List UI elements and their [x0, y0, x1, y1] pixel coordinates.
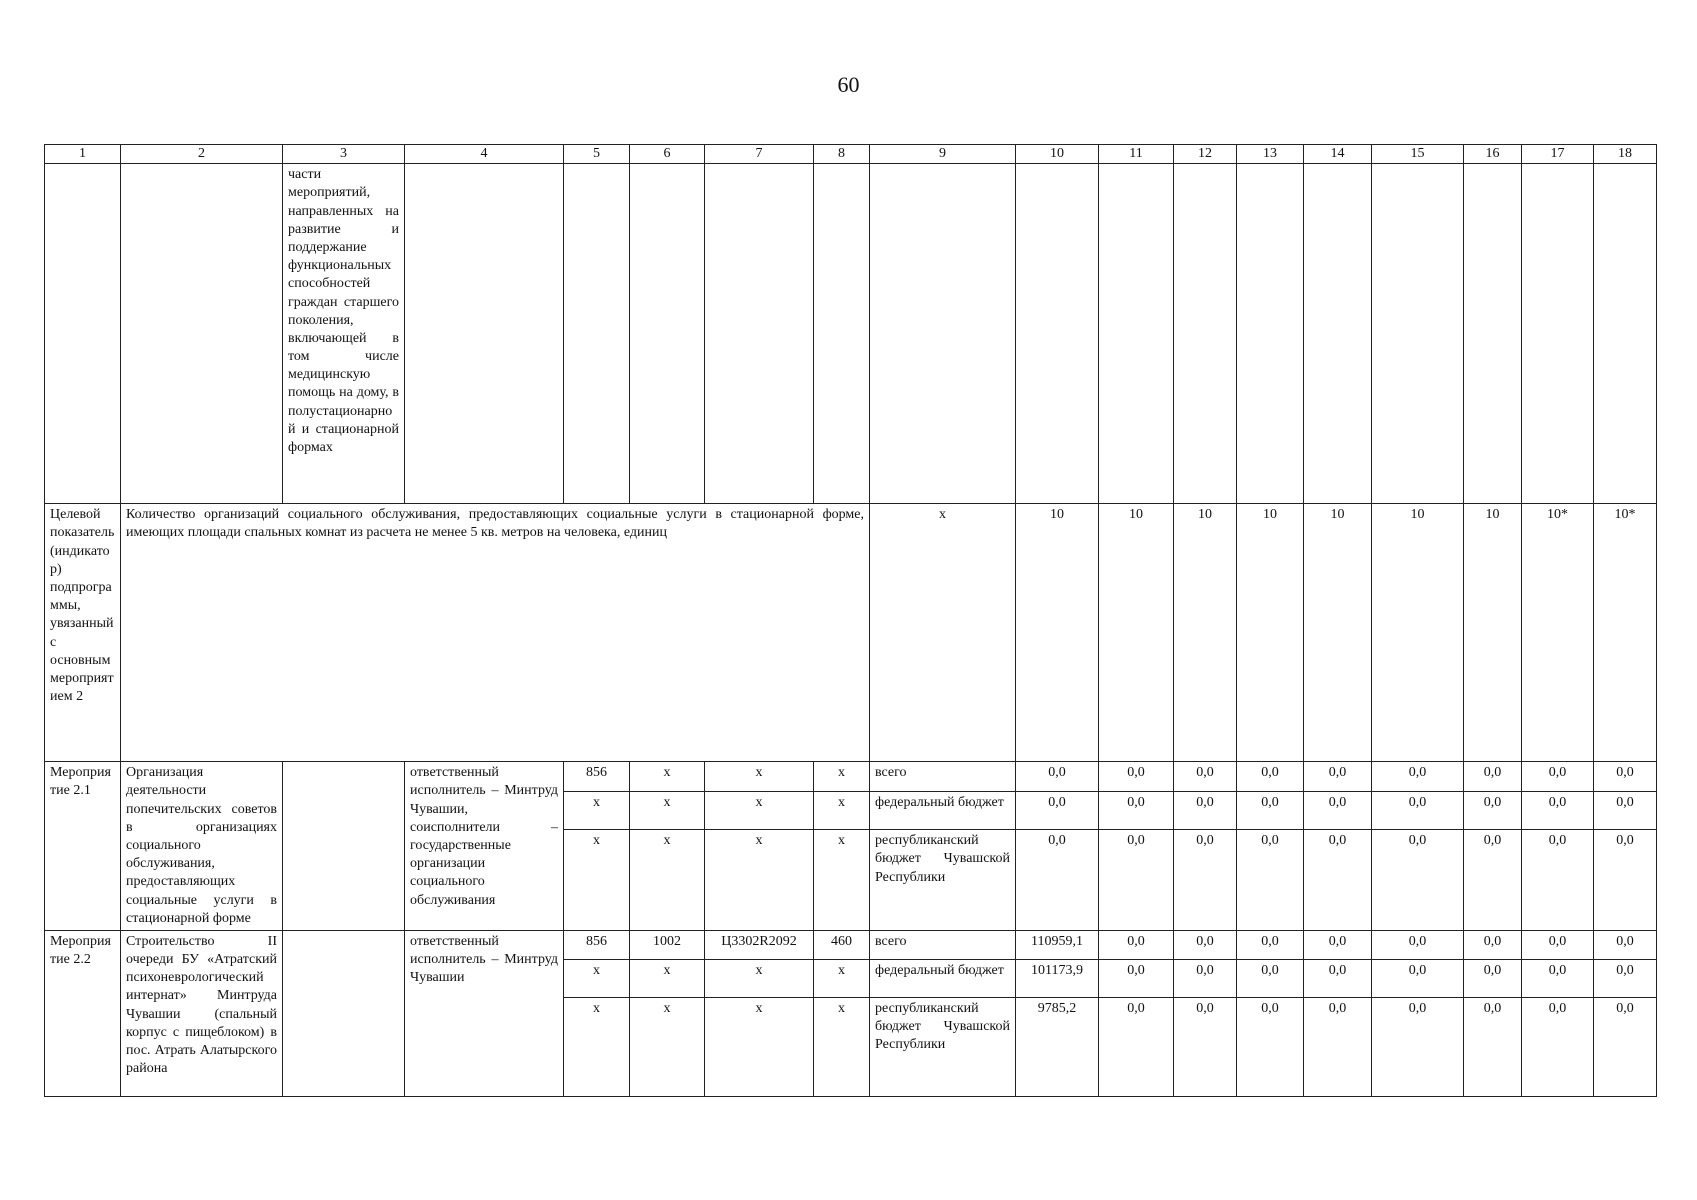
indicator-value: 10 — [1099, 504, 1174, 762]
header-cell: 8 — [814, 145, 870, 164]
value-cell: 0,0 — [1522, 959, 1594, 997]
header-cell: 5 — [564, 145, 630, 164]
indicator-value: 10 — [1016, 504, 1099, 762]
value-cell: 0,0 — [1304, 791, 1372, 830]
value-cell: 0,0 — [1237, 930, 1304, 959]
code-cell: Ц3302R2092 — [705, 930, 814, 959]
continuation-row — [45, 164, 1657, 504]
code-cell: 856 — [564, 762, 630, 791]
value-cell: 0,0 — [1304, 930, 1372, 959]
header-cell: 11 — [1099, 145, 1174, 164]
value-cell: 0,0 — [1237, 959, 1304, 997]
code-cell: 460 — [814, 930, 870, 959]
code-cell: х — [630, 762, 705, 791]
value-cell: 0,0 — [1594, 959, 1657, 997]
measure-name: Строительство II очереди БУ «Атратский психоневрологический интернат» Минтруда Чувашии (спальный корпус с пищеблоком) в пос. Атрать Алатырского района — [121, 930, 283, 1096]
indicator-value: 10 — [1304, 504, 1372, 762]
value-cell: 0,0 — [1304, 830, 1372, 931]
value-cell: 0,0 — [1237, 791, 1304, 830]
value-cell: 0,0 — [1372, 791, 1464, 830]
value-cell: 0,0 — [1099, 959, 1174, 997]
value-cell: 0,0 — [1099, 930, 1174, 959]
funding-source: федеральный бюджет — [870, 959, 1016, 997]
value-cell: 0,0 — [1304, 997, 1372, 1096]
measure-2-1-row-total — [45, 762, 1657, 791]
indicator-value: 10 — [1372, 504, 1464, 762]
value-cell: 0,0 — [1522, 997, 1594, 1096]
header-cell: 14 — [1304, 145, 1372, 164]
header-cell: 15 — [1372, 145, 1464, 164]
code-cell: х — [564, 997, 630, 1096]
value-cell: 0,0 — [1464, 959, 1522, 997]
indicator-label: Целевой показатель (индикатор) подпрограммы, увязанный с основным мероприятием 2 — [45, 504, 121, 762]
value-cell: 0,0 — [1594, 791, 1657, 830]
code-cell: х — [814, 791, 870, 830]
measure-name: Организация деятельности попечительских советов в организациях социального обслуживания, предоставляющих социальные услуги в стационарной форме — [121, 762, 283, 931]
indicator-col9: х — [870, 504, 1016, 762]
value-cell: 0,0 — [1174, 997, 1237, 1096]
indicator-text: Количество организаций социального обслуживания, предоставляющих социальные услуги в стационарной форме, имеющих площади спальных комнат из расчета не менее 5 кв. метров на человека, единиц — [121, 504, 870, 762]
value-cell: 0,0 — [1522, 762, 1594, 791]
code-cell: х — [705, 959, 814, 997]
header-cell: 4 — [405, 145, 564, 164]
header-cell: 9 — [870, 145, 1016, 164]
value-cell: 0,0 — [1099, 762, 1174, 791]
indicator-value: 10* — [1594, 504, 1657, 762]
header-cell: 6 — [630, 145, 705, 164]
value-cell: 0,0 — [1594, 830, 1657, 931]
measure-label: Мероприятие 2.1 — [45, 762, 121, 931]
code-cell: х — [630, 791, 705, 830]
code-cell: х — [814, 997, 870, 1096]
code-cell: х — [630, 959, 705, 997]
indicator-value: 10 — [1174, 504, 1237, 762]
value-cell: 0,0 — [1464, 762, 1522, 791]
code-cell: х — [705, 830, 814, 931]
funding-source: республиканский бюджет Чувашской Республики — [870, 997, 1016, 1096]
value-cell: 0,0 — [1464, 791, 1522, 830]
value-cell: 0,0 — [1522, 930, 1594, 959]
header-cell: 2 — [121, 145, 283, 164]
value-cell: 101173,9 — [1016, 959, 1099, 997]
funding-source: всего — [870, 930, 1016, 959]
value-cell: 0,0 — [1304, 959, 1372, 997]
value-cell: 0,0 — [1237, 830, 1304, 931]
value-cell: 0,0 — [1522, 830, 1594, 931]
code-cell: х — [814, 830, 870, 931]
value-cell: 0,0 — [1174, 930, 1237, 959]
header-cell: 3 — [283, 145, 405, 164]
header-cell: 13 — [1237, 145, 1304, 164]
header-cell: 7 — [705, 145, 814, 164]
value-cell: 0,0 — [1099, 830, 1174, 931]
value-cell: 0,0 — [1372, 762, 1464, 791]
code-cell: х — [705, 997, 814, 1096]
continuation-text: части мероприятий, направленных на развитие и поддержание функциональных способностей граждан старшего поколения, включающей в том числе медицинскую помощь на дому, в полустационарной и стационарной формах — [283, 164, 405, 504]
code-cell: 1002 — [630, 930, 705, 959]
value-cell: 0,0 — [1464, 830, 1522, 931]
value-cell: 0,0 — [1464, 930, 1522, 959]
header-cell: 18 — [1594, 145, 1657, 164]
page-number: 60 — [837, 72, 860, 97]
indicator-value: 10 — [1464, 504, 1522, 762]
value-cell: 0,0 — [1099, 791, 1174, 830]
value-cell: 0,0 — [1594, 762, 1657, 791]
value-cell: 0,0 — [1464, 997, 1522, 1096]
value-cell: 0,0 — [1016, 762, 1099, 791]
value-cell: 9785,2 — [1016, 997, 1099, 1096]
value-cell: 0,0 — [1016, 791, 1099, 830]
value-cell: 0,0 — [1372, 997, 1464, 1096]
header-cell: 12 — [1174, 145, 1237, 164]
measure-label: Мероприятие 2.2 — [45, 930, 121, 1096]
measure-2-2-row-total — [45, 930, 1657, 959]
code-cell: х — [814, 959, 870, 997]
value-cell: 0,0 — [1594, 930, 1657, 959]
value-cell: 0,0 — [1372, 959, 1464, 997]
code-cell: х — [564, 830, 630, 931]
funding-source: республиканский бюджет Чувашской Республики — [870, 830, 1016, 931]
code-cell: х — [705, 791, 814, 830]
header-cell: 16 — [1464, 145, 1522, 164]
value-cell: 0,0 — [1174, 791, 1237, 830]
header-cell: 10 — [1016, 145, 1099, 164]
funding-source: федеральный бюджет — [870, 791, 1016, 830]
measure-executor: ответственный исполнитель – Минтруд Чувашии — [405, 930, 564, 1096]
value-cell: 0,0 — [1174, 830, 1237, 931]
code-cell: х — [564, 959, 630, 997]
code-cell: 856 — [564, 930, 630, 959]
code-cell: х — [705, 762, 814, 791]
code-cell: х — [630, 997, 705, 1096]
measure-col3 — [283, 930, 405, 1096]
value-cell: 0,0 — [1304, 762, 1372, 791]
header-row — [45, 145, 1657, 164]
indicator-row — [45, 504, 1657, 762]
measure-col3 — [283, 762, 405, 931]
code-cell: х — [564, 791, 630, 830]
value-cell: 0,0 — [1594, 997, 1657, 1096]
value-cell: 0,0 — [1174, 762, 1237, 791]
indicator-value: 10* — [1522, 504, 1594, 762]
code-cell: х — [630, 830, 705, 931]
code-cell: х — [814, 762, 870, 791]
value-cell: 0,0 — [1237, 997, 1304, 1096]
funding-source: всего — [870, 762, 1016, 791]
header-cell: 17 — [1522, 145, 1594, 164]
value-cell: 0,0 — [1522, 791, 1594, 830]
value-cell: 0,0 — [1237, 762, 1304, 791]
measure-executor: ответственный исполнитель – Минтруд Чувашии, соисполнители – государственные организации социального обслуживания — [405, 762, 564, 931]
value-cell: 110959,1 — [1016, 930, 1099, 959]
value-cell: 0,0 — [1016, 830, 1099, 931]
value-cell: 0,0 — [1099, 997, 1174, 1096]
value-cell: 0,0 — [1372, 830, 1464, 931]
indicator-value: 10 — [1237, 504, 1304, 762]
value-cell: 0,0 — [1372, 930, 1464, 959]
program-table — [44, 144, 1657, 1097]
header-cell: 1 — [45, 145, 121, 164]
value-cell: 0,0 — [1174, 959, 1237, 997]
